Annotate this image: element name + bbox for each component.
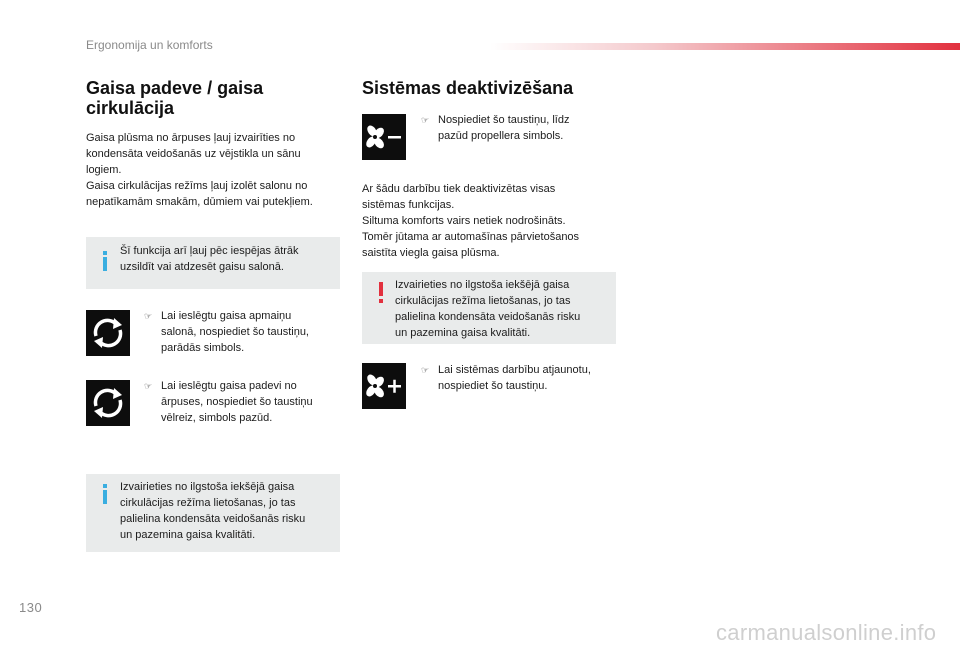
pointing-hand-icon: ☞	[421, 115, 430, 125]
page-number: 130	[19, 600, 43, 615]
recirculation-icon	[86, 310, 130, 356]
text-line: sistēmas funkcijas.	[362, 199, 455, 211]
watermark: carmanualsonline.info	[716, 620, 937, 645]
info-icon	[98, 251, 112, 271]
recirculation-icon	[86, 380, 130, 426]
text-line: un pazemina gaisa kvalitāti.	[120, 529, 256, 541]
text-line: Ar šādu darbību tiek deaktivizētas visas	[362, 183, 556, 195]
right-step-1-text	[438, 112, 569, 144]
recirculation-button	[86, 310, 130, 356]
right-paragraph	[362, 181, 579, 261]
text-line: pazūd propellera simbols.	[438, 130, 564, 142]
left-paragraph	[86, 130, 313, 210]
text-line: cirkulācijas režīma lietošanas, jo tas	[120, 497, 296, 509]
recirculation-button	[86, 380, 130, 426]
text-line: palielina kondensāta veidošanās risku	[395, 311, 581, 323]
section-title: Ergonomija un komforts	[86, 38, 213, 52]
pointing-hand-icon: ☞	[421, 365, 430, 375]
text-line: vēlreiz, simbols pazūd.	[161, 412, 273, 424]
info-note-text	[120, 479, 305, 543]
text-line: palielina kondensāta veidošanās risku	[120, 513, 306, 525]
right-step-2-text	[438, 362, 591, 394]
text-line: Tomēr jūtama ar automašīnas pārvietošanos	[362, 231, 580, 243]
text-line: un pazemina gaisa kvalitāti.	[395, 327, 531, 339]
text-line: Šī funkcija arī ļauj pēc iespējas ātrāk	[120, 245, 299, 257]
text-line: Lai ieslēgtu gaisa padevi no	[161, 380, 297, 392]
fan-on-button	[362, 363, 406, 409]
info-note	[86, 237, 340, 289]
left-heading-line-2: cirkulācija	[86, 98, 175, 118]
warning-note-text	[395, 277, 580, 341]
text-line: logiem.	[86, 164, 122, 176]
text-line: ārpuses, nospiediet šo taustiņu	[161, 396, 313, 408]
text-line: parādās simbols.	[161, 342, 245, 354]
text-line: nepatīkamām smakām, dūmiem vai putekļiem.	[86, 196, 313, 208]
text-line: uzsildīt vai atdzesēt gaisu salonā.	[120, 261, 284, 273]
pointing-hand-icon: ☞	[144, 381, 153, 391]
left-heading	[86, 78, 263, 118]
pointing-hand-icon: ☞	[144, 311, 153, 321]
left-step-2-text	[161, 378, 313, 426]
text-line: Lai sistēmas darbību atjaunotu,	[438, 364, 591, 376]
info-note	[86, 474, 340, 552]
info-note-text	[120, 243, 299, 275]
text-line: Izvairieties no ilgstoša iekšējā gaisa	[395, 279, 570, 291]
text-line: Gaisa plūsma no ārpuses ļauj izvairīties no	[86, 132, 296, 144]
text-line: saistīta viegla gaisa plūsma.	[362, 247, 500, 259]
text-line: salonā, nospiediet šo taustiņu,	[161, 326, 309, 338]
text-line: Siltuma komforts vairs netiek nodrošināts.	[362, 215, 566, 227]
right-heading: Sistēmas deaktivizēšana	[362, 78, 574, 98]
text-line: nospiediet šo taustiņu.	[438, 380, 548, 392]
left-heading-line-1: Gaisa padeve / gaisa	[86, 78, 264, 98]
header-accent-bar	[490, 43, 960, 50]
text-line: Gaisa cirkulācijas režīms ļauj izolēt salonu no	[86, 180, 308, 192]
text-line: Lai ieslēgtu gaisa apmaiņu	[161, 310, 292, 322]
fan-off-button	[362, 114, 406, 160]
left-step-1-text	[161, 308, 309, 356]
fan-minus-icon	[362, 114, 406, 160]
fan-plus-icon	[362, 363, 406, 409]
text-line: cirkulācijas režīma lietošanas, jo tas	[395, 295, 571, 307]
warning-icon	[374, 282, 388, 304]
text-line: kondensāta veidošanās uz vējstikla un sānu	[86, 148, 301, 160]
info-icon	[98, 484, 112, 504]
warning-note	[362, 272, 616, 344]
text-line: Izvairieties no ilgstoša iekšējā gaisa	[120, 481, 295, 493]
text-line: Nospiediet šo taustiņu, līdz	[438, 114, 570, 126]
